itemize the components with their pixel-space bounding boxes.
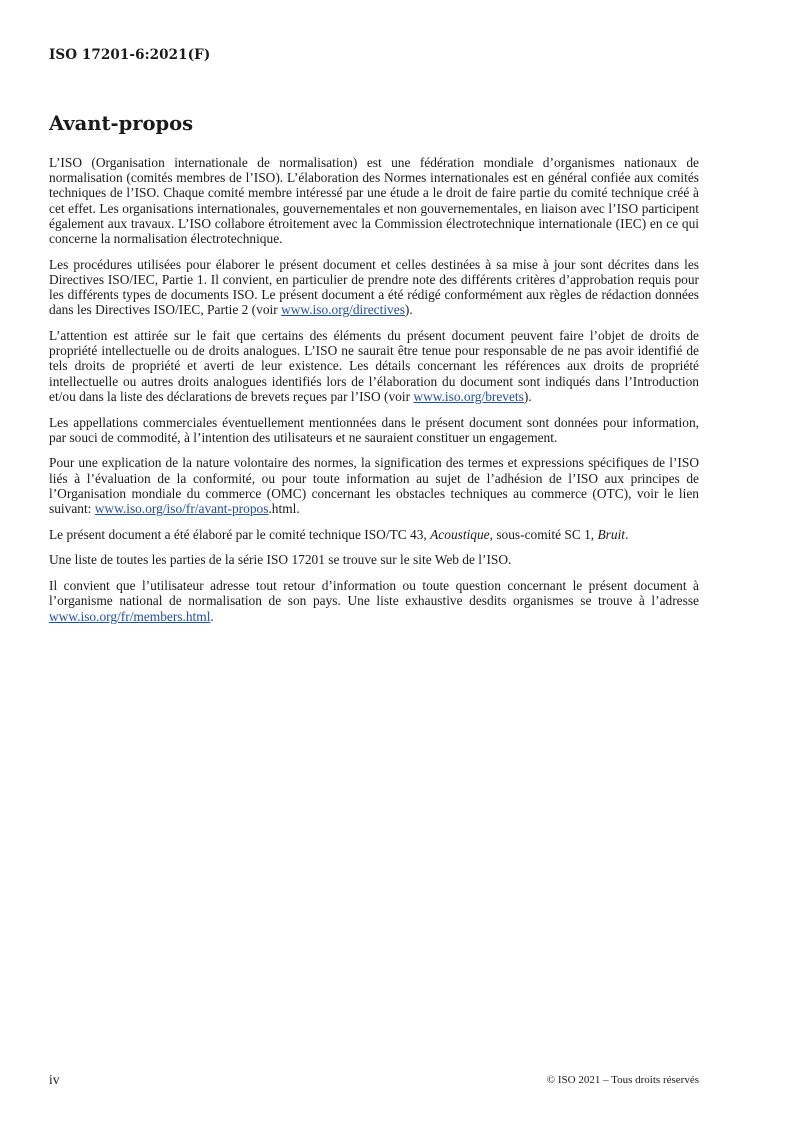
paragraph-trade-names: Les appellations commerciales éventuellement mentionnées dans le présent document sont données pour information, par souci de commodité, à l’intention des utilisateurs et ne sauraient constituer un engagement. [49,414,699,445]
paragraph-series-list: Une liste de toutes les parties de la série ISO 17201 se trouve sur le site Web de l’ISO. [49,552,512,568]
page-title: Avant-propos [49,112,194,135]
paragraph-text: , sous-comité SC 1, [489,526,598,542]
members-link[interactable]: www.iso.org/fr/members.html [49,608,211,624]
foreword-body [49,155,699,634]
committee-name: Acoustique [430,526,490,542]
paragraph-text: Les procédures utilisées pour élaborer le présent document et celles destinées à sa mise à jour sont décrites dans les Directives ISO/IEC, Partie 1. Il convient, en particulier de prendre note des différents critères d’approbation requis pour les différents types de documents ISO. Le présent document a été rédigé conformément aux règles de rédaction données dans les Directives ISO/IEC, Partie 2 (voir [49,256,699,318]
subcommittee-name: Bruit [597,526,626,542]
document-id-header: ISO 17201-6:2021(F) [49,47,211,63]
patents-link[interactable]: www.iso.org/brevets [413,388,524,404]
foreword-info-link[interactable]: www.iso.org/iso/fr/avant-propos [94,501,269,517]
paragraph-text: .html. [268,501,300,517]
directives-link[interactable]: www.iso.org/directives [281,302,405,318]
paragraph-text: . [625,526,629,542]
paragraph-text: ). [523,388,532,404]
paragraph-procedures [49,257,699,318]
paragraph-text: Pour une explication de la nature volontaire des normes, la signification des termes et expressions spécifiques de l’ISO liés à l’évaluation de la conformité, ou pour toute information au sujet de l’adhésion de l’ISO aux principes de l’Organisation mondiale du commerce (OMC) concernant les obstacles techniques au commerce (OTC), voir le lien suivant: [49,455,699,517]
paragraph-text: L’attention est attirée sur le fait que certains des éléments du présent document peuvent faire l’objet de droits de propriété intellectuelle ou de droits analogues. L’ISO ne saurait être tenue pour responsable de ne pas avoir identifié de tels droits de propriété et averti de leur existence. Les détails concernant les références aux droits de propriété intellectuelle ou autres droits analogues identifiés lors de l’élaboration du document sont indiqués dans l’Introduction et/ou dans la liste des déclarations de brevets reçues par l’ISO (voir [49,328,699,404]
paragraph-patents [49,328,699,404]
paragraph-voluntary-nature [49,455,699,516]
paragraph-text: ). [404,302,413,318]
paragraph-text: Le présent document a été élaboré par le comité technique ISO/TC 43, [49,526,431,542]
paragraph-text: . [210,608,214,624]
paragraph-feedback [49,578,699,624]
copyright-notice: © ISO 2021 – Tous droits réservés [546,1074,699,1086]
paragraph-text: Il convient que l’utilisateur adresse tout retour d’information ou toute question concernant le présent document à l’organisme national de normalisation de son pays. Une liste exhaustive desdits organismes se trouve à l’adresse [49,578,699,609]
page-number: iv [49,1072,60,1087]
paragraph-committee [49,527,699,542]
paragraph-iso-intro: L’ISO (Organisation internationale de normalisation) est une fédération mondiale d’organismes nationaux de normalisation (comités membres de l’ISO). L’élaboration des Normes internationales est en général confiée aux comités techniques de l’ISO. Chaque comité membre intéressé par une étude a le droit de faire partie du comité technique créé à cet effet. Les organisations internationales, gouvernementales et non gouvernementales, en liaison avec l’ISO participent également aux travaux. L’ISO collabore étroitement avec la Commission électrotechnique internationale (IEC) en ce qui concerne la normalisation électrotechnique. [49,155,699,247]
